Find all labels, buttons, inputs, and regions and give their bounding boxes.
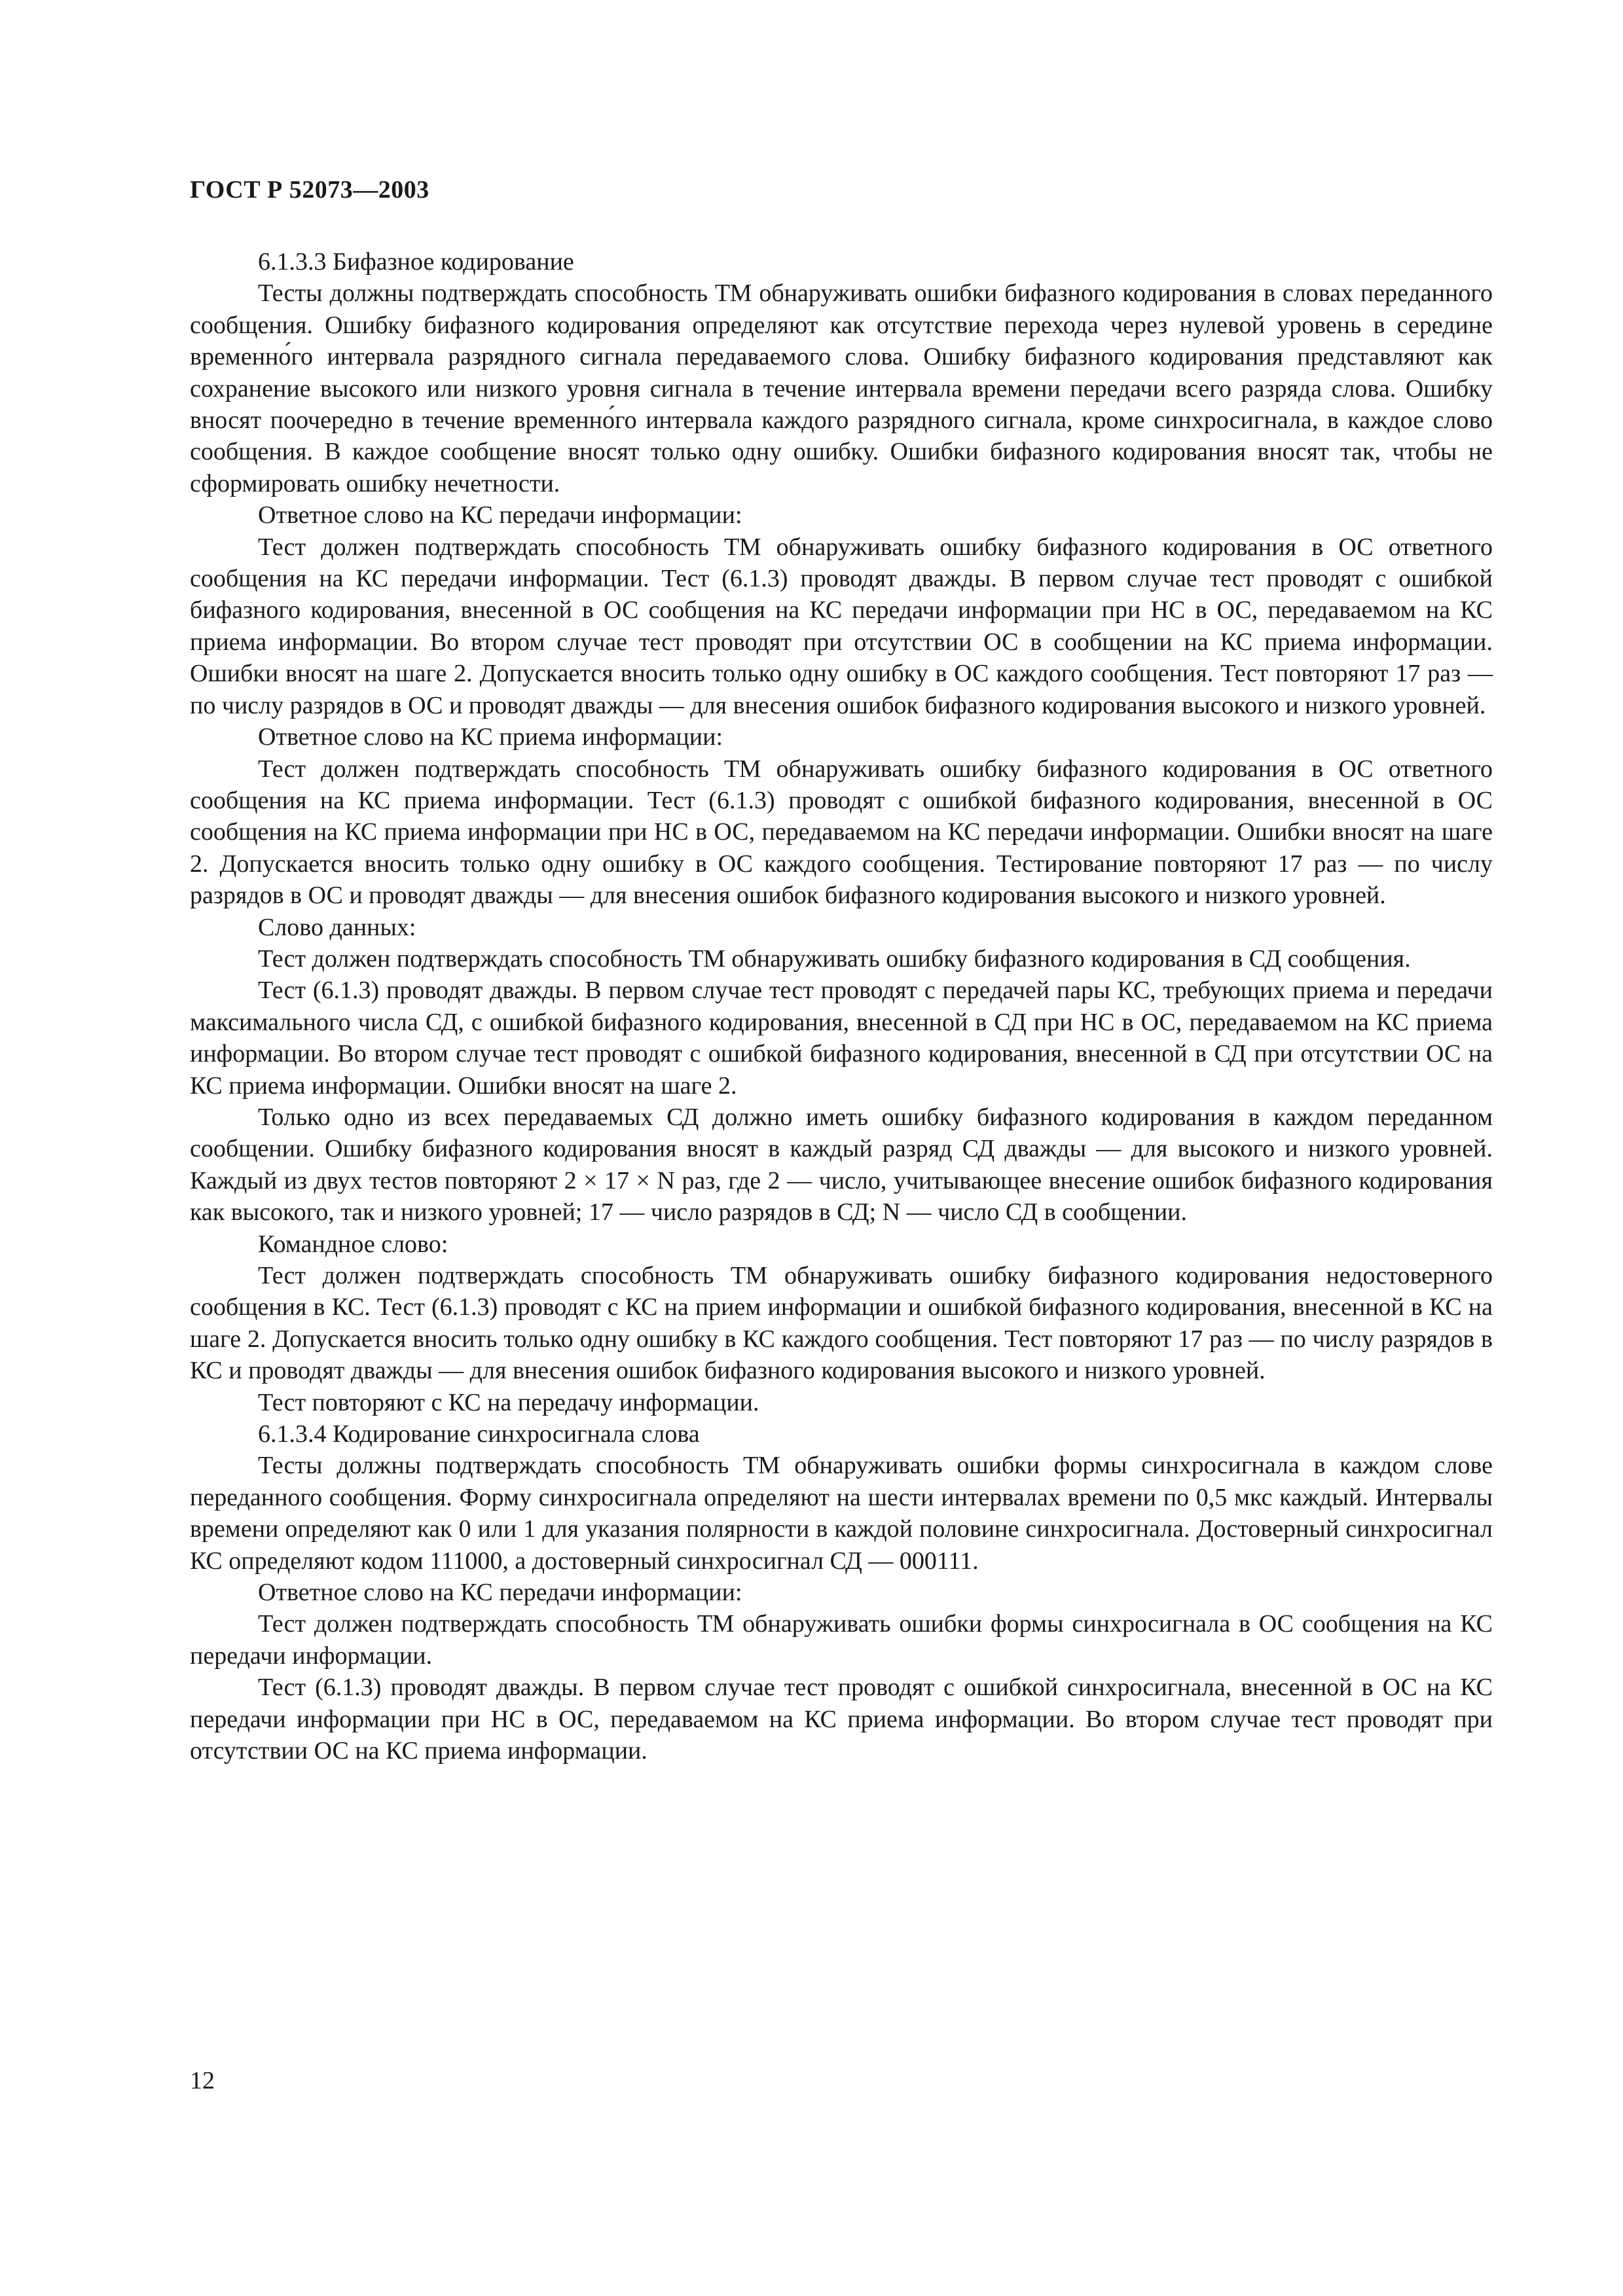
paragraph: Тест (6.1.3) проводят дважды. В первом случае тест проводят с ошибкой синхросигнала, внесенной в ОС на КС передачи информации при НС в ОС, передаваемом на КС приема информации. Во втором случае тест проводят при отсутствии ОС на КС приема информации. <box>190 1674 1493 1765</box>
subheading: Ответное слово на КС приема информации: <box>258 723 723 751</box>
section-heading-6-1-3-3: 6.1.3.3 Бифазное кодирование <box>258 248 574 276</box>
paragraph: Тест должен подтверждать способность ТМ обнаруживать ошибку бифазного кодирования в ОС ответного сообщения на КС приема информации. Тест (6.1.3) проводят с ошибкой бифазного кодирования, внесенной в ОС сообщения на КС приема информации при НС в ОС, передаваемом на КС передачи информации. Ошибки вносят на шаге 2. Допускается вносить только одну ошибку в ОС каждого сообщения. Тестирование повторяют 17 раз — по числу разрядов в ОС и проводят дважды — для внесения ошибок бифазного кодирования высокого и низкого уровней. <box>190 755 1493 910</box>
section-heading-6-1-3-4: 6.1.3.4 Кодирование синхросигнала слова <box>258 1420 700 1448</box>
subheading: Командное слово: <box>258 1230 448 1258</box>
paragraph: Тест повторяют с КС на передачу информации. <box>258 1388 759 1416</box>
document-header: ГОСТ Р 52073—2003 <box>190 176 429 204</box>
document-page <box>190 0 1493 2296</box>
subheading: Ответное слово на КС передачи информации: <box>258 501 742 529</box>
page-number: 12 <box>190 2067 215 2094</box>
subheading: Слово данных: <box>258 913 416 941</box>
paragraph: Только одно из всех передаваемых СД должно иметь ошибку бифазного кодирования в каждом переданном сообщении. Ошибку бифазного кодирования вносят в каждый разряд СД дважды — для высокого и низкого уровней. Каждый из двух тестов повторяют 2 × 17 × N раз, где 2 — число, учитывающее внесение ошибок бифазного кодирования как высокого, так и низкого уровней; 17 — число разрядов в СД; N — число СД в сообщении. <box>190 1103 1493 1227</box>
paragraph: Тест должен подтверждать способность ТМ обнаруживать ошибку бифазного кодирования недостоверного сообщения в КС. Тест (6.1.3) проводят с КС на прием информации и ошибкой бифазного кодирования, внесенной в КС на шаге 2. Допускается вносить только одну ошибку в КС каждого сообщения. Тест повторяют 17 раз — по числу разрядов в КС и проводят дважды — для внесения ошибок бифазного кодирования высокого и низкого уровней. <box>190 1262 1493 1385</box>
paragraph: Тесты должны подтверждать способность ТМ обнаруживать ошибки бифазного кодирования в словах переданного сообщения. Ошибку бифазного кодирования определяют как отсутствие перехода через нулевой уровень в середине временно́го интервала разрядного сигнала передаваемого слова. Ошибку бифазного кодирования представляют как сохранение высокого или низкого уровня сигнала в течение интервала времени передачи всего разряда слова. Ошибку вносят поочередно в течение временно́го интервала каждого разрядного сигнала, кроме синхросигнала, в каждое слово сообщения. В каждое сообщение вносят только одну ошибку. Ошибки бифазного кодирования вносят так, чтобы не сформировать ошибку нечетности. <box>190 279 1493 497</box>
paragraph: Тест должен подтверждать способность ТМ обнаруживать ошибки формы синхросигнала в ОС сообщения на КС передачи информации. <box>190 1610 1493 1670</box>
paragraph: Тест должен подтверждать способность ТМ обнаруживать ошибку бифазного кодирования в ОС ответного сообщения на КС передачи информации. Тест (6.1.3) проводят дважды. В первом случае тест проводят с ошибкой бифазного кодирования, внесенной в ОС сообщения на КС передачи информации при НС в ОС, передаваемом на КС приема информации. Во втором случае тест проводят при отсутствии ОС в сообщении на КС приема информации. Ошибки вносят на шаге 2. Допускается вносить только одну ошибку в ОС каждого сообщения. Тест повторяют 17 раз — по числу разрядов в ОС и проводят дважды — для внесения ошибок бифазного кодирования высокого и низкого уровней. <box>190 533 1493 719</box>
document-body <box>190 246 1493 1767</box>
subheading: Ответное слово на КС передачи информации: <box>258 1579 742 1607</box>
paragraph: Тест (6.1.3) проводят дважды. В первом случае тест проводят с передачей пары КС, требующих приема и передачи максимального числа СД, с ошибкой бифазного кодирования, внесенной в СД при НС в ОС, передаваемом на КС приема информации. Во втором случае тест проводят с ошибкой бифазного кодирования, внесенной в СД при отсутствии ОС на КС приема информации. Ошибки вносят на шаге 2. <box>190 977 1493 1100</box>
paragraph: Тест должен подтверждать способность ТМ обнаруживать ошибку бифазного кодирования в СД сообщения. <box>258 944 1411 973</box>
paragraph: Тесты должны подтверждать способность ТМ обнаруживать ошибки формы синхросигнала в каждом слове переданного сообщения. Форму синхросигнала определяют на шести интервалах времени по 0,5 мкс каждый. Интервалы времени определяют как 0 или 1 для указания полярности в каждой половине синхросигнала. Достоверный синхросигнал КС определяют кодом 111000, а достоверный синхросигнал СД — 000111. <box>190 1452 1493 1575</box>
